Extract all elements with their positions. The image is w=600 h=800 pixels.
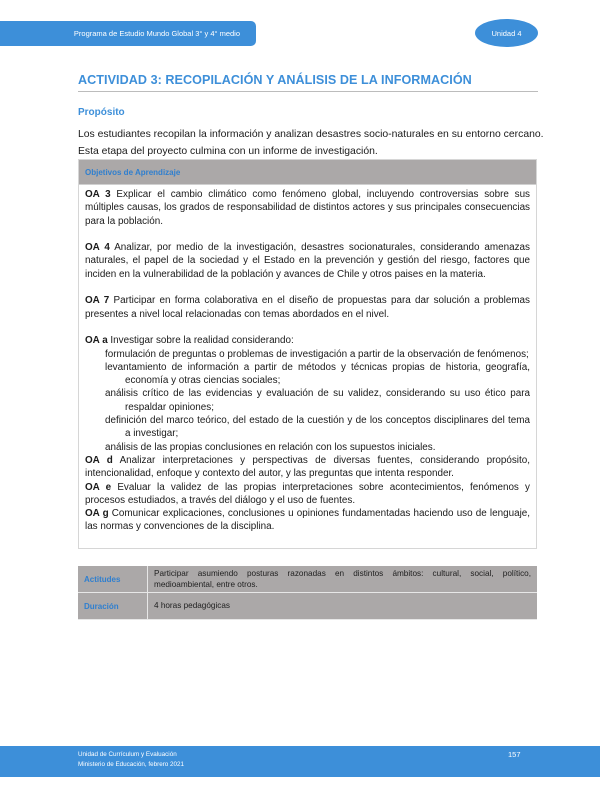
actitudes-label: Actitudes [78, 566, 148, 592]
unit-label: Unidad 4 [491, 28, 522, 38]
objective-code: OA d [85, 454, 113, 466]
objective-code: OA e [85, 481, 112, 493]
program-header-bar [0, 21, 256, 46]
unit-badge [475, 19, 538, 47]
objective-oa-g [85, 507, 530, 534]
objective-code: OA g [85, 508, 109, 520]
objective-code: OA 3 [85, 189, 111, 200]
oa-a-subitem: levantamiento de información a partir de métodos y técnicas propias de historia, geografía, economía y otras ciencias sociales; [105, 361, 530, 387]
footer-line-2: Ministerio de Educación, febrero 2021 [78, 761, 185, 768]
objective-oa-a [85, 334, 530, 347]
objectives-body [79, 185, 536, 548]
title-divider [78, 91, 538, 92]
page-number: 157 [508, 750, 521, 759]
objective-text: Comunicar explicaciones, conclusiones u opiniones fundamentadas haciendo uso de lenguaje, las normas y convenciones de la disciplina. [85, 508, 530, 533]
attributes-table [78, 566, 537, 620]
footer-bar [0, 746, 600, 777]
actitudes-row [78, 566, 537, 593]
oa-a-subitem: definición del marco teórico, del estado de la cuestión y de los conceptos disciplinares del tema a investigar; [105, 415, 530, 440]
objective-text: Analizar interpretaciones y perspectivas de diversas fuentes, considerando propósito, intencionalidad, enfoque y contexto del autor, y las preguntas que intenta responder. [85, 454, 530, 480]
purpose-text: Los estudiantes recopilan la información y analizan desastres socio-naturales en su entorno cercano. Esta etapa del proyecto culmina con un informe de investigación. [78, 129, 544, 157]
duracion-value: 4 horas pedagógicas [154, 601, 231, 611]
objective-text: Explicar el cambio climático como fenómeno global, incluyendo controversias sobre sus múltiples causas, los grados de responsabilidad de distintos actores y sus principales consecuencias para la población. [85, 189, 530, 227]
program-title: Programa de Estudio Mundo Global 3° y 4° medio [73, 29, 240, 38]
footer-line-1: Unidad de Currículum y Evaluación [78, 751, 177, 758]
objectives-table [78, 159, 537, 549]
objective-text: Analizar, por medio de la investigación, desastres socionaturales, considerando amenazas naturales, el papel de la sociedad y el Estado en la prevención y gestión del riesgo, factores que inciden en la vulnerabilidad de la población y avances de Chile y otros paises en la materia. [85, 242, 530, 280]
objective-oa-4 [85, 241, 530, 281]
activity-title: ACTIVIDAD 3: RECOPILACIÓN Y ANÁLISIS DE LA INFORMACIÓN [78, 73, 472, 87]
oa-a-subitem: análisis de las propias conclusiones en relación con los supuestos iniciales. [105, 441, 436, 453]
objective-text: Participar en forma colaborativa en el diseño de propuestas para dar solución a problemas presentes a nivel local relacionadas con temas abordados en el nivel. [85, 295, 530, 320]
objective-code: OA 7 [85, 295, 110, 307]
duracion-label: Duración [78, 593, 148, 619]
objective-code: OA 4 [85, 242, 110, 254]
oa-a-subitem: formulación de preguntas o problemas de investigación a partir de la observación de fenómenos; [105, 348, 529, 360]
objective-oa-3 [85, 188, 530, 228]
objective-text: Investigar sobre la realidad considerando: [107, 335, 294, 347]
purpose-heading: Propósito [78, 107, 125, 118]
objective-oa-e [85, 481, 530, 508]
objective-oa-7 [85, 294, 530, 321]
objective-code: OA a [85, 335, 108, 347]
objectives-heading: Objetivos de Aprendizaje [79, 160, 536, 185]
actitudes-value: Participar asumiendo posturas razonadas en distintos ámbitos: cultural, social, político, medioambiental, entre otros. [154, 568, 531, 589]
oa-a-subitem: análisis crítico de las evidencias y evaluación de su validez, considerando su uso ético para respaldar opiniones; [105, 388, 530, 413]
duracion-row [78, 593, 537, 620]
footer-credits [78, 750, 184, 770]
objective-text: Evaluar la validez de las propias interpretaciones sobre acontecimientos, fenómenos y procesos estudiados, a través del diálogo y el uso de fuentes. [85, 481, 530, 506]
objective-oa-d [85, 454, 530, 481]
